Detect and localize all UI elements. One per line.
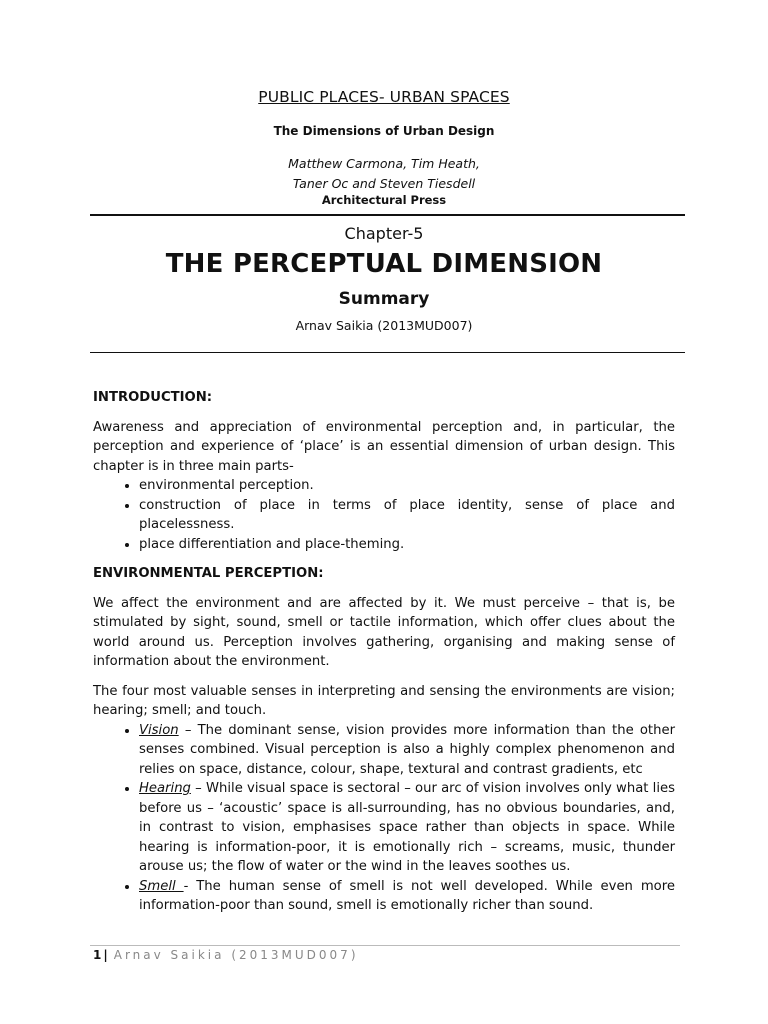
list-item: • place differentiation and place-theming. — [139, 535, 675, 555]
page-footer — [93, 948, 359, 962]
sense-description: - The human sense of smell is not well developed. While even more information-poor than sound, smell is emotionally richer than sound. — [139, 878, 675, 913]
publisher: Architectural Press — [321, 193, 447, 207]
authors-line-1: Matthew Carmona, Tim Heath, — [288, 156, 480, 171]
footer-text: Arnav Saikia (2013MUD007) — [113, 948, 359, 962]
introduction-heading: INTRODUCTION: — [93, 390, 213, 405]
introduction-paragraph: Awareness and appreciation of environmental perception and, in particular, the perception and experience of ‘place’ is an essential dimension of urban design. This chapter is in three main parts- — [93, 419, 675, 474]
top-divider — [90, 214, 685, 216]
introduction-list — [93, 476, 675, 554]
sense-term: Vision — [139, 722, 179, 738]
series-title: PUBLIC PLACES- URBAN SPACES — [258, 88, 510, 106]
summary-author: Arnav Saikia (2013MUD007) — [295, 318, 473, 333]
sense-term: Smell — [139, 878, 184, 894]
sense-description: – The dominant sense, vision provides more information than the other senses combined. Visual perception is also a highly complex phenomenon and relies on space, distance, colour, shape, textural and contrast gradients, etc — [139, 722, 675, 777]
perception-paragraph-1: We affect the environment and are affected by it. We must perceive – that is, be stimulated by sight, sound, smell or tactile information, which offer clues about the world around us. Perception involves gathering, organising and making sense of information about the environment. — [93, 595, 675, 669]
footer-separator: | — [103, 948, 108, 962]
summary-heading: Summary — [338, 289, 430, 309]
authors-line-2: Taner Oc and Steven Tiesdell — [292, 176, 476, 191]
environmental-perception-heading: ENVIRONMENTAL PERCEPTION: — [93, 566, 324, 581]
body-content — [93, 388, 675, 922]
footer-divider — [90, 945, 680, 946]
sense-term: Hearing — [139, 781, 191, 796]
list-item: • construction of place in terms of place identity, sense of place and placelessness. — [139, 496, 675, 535]
chapter-label: Chapter-5 — [344, 224, 424, 243]
chapter-title: THE PERCEPTUAL DIMENSION — [165, 249, 603, 279]
perception-paragraph-2: The four most valuable senses in interpreting and sensing the environments are vision; hearing; smell; and touch. — [93, 683, 675, 718]
sense-item-smell — [139, 877, 675, 916]
book-title: The Dimensions of Urban Design — [273, 124, 495, 138]
sense-item-hearing — [139, 779, 675, 877]
senses-list — [93, 721, 675, 916]
list-item: • environmental perception. — [139, 476, 675, 496]
page-number: 1 — [93, 948, 102, 962]
book-authors — [0, 154, 768, 194]
sense-item-vision — [139, 721, 675, 780]
header-divider — [90, 352, 685, 353]
sense-description: – While visual space is sectoral – our arc of vision involves only what lies before us – ‘acoustic’ space is all-surrounding, has no obvious boundaries, and, in contrast to vision, emphasises space rather than objects in space. While hearing is information-poor, it is emotionally rich – screams, music, thunder arouse us; the flow of water or the wind in the leaves soothes us. — [139, 781, 675, 874]
